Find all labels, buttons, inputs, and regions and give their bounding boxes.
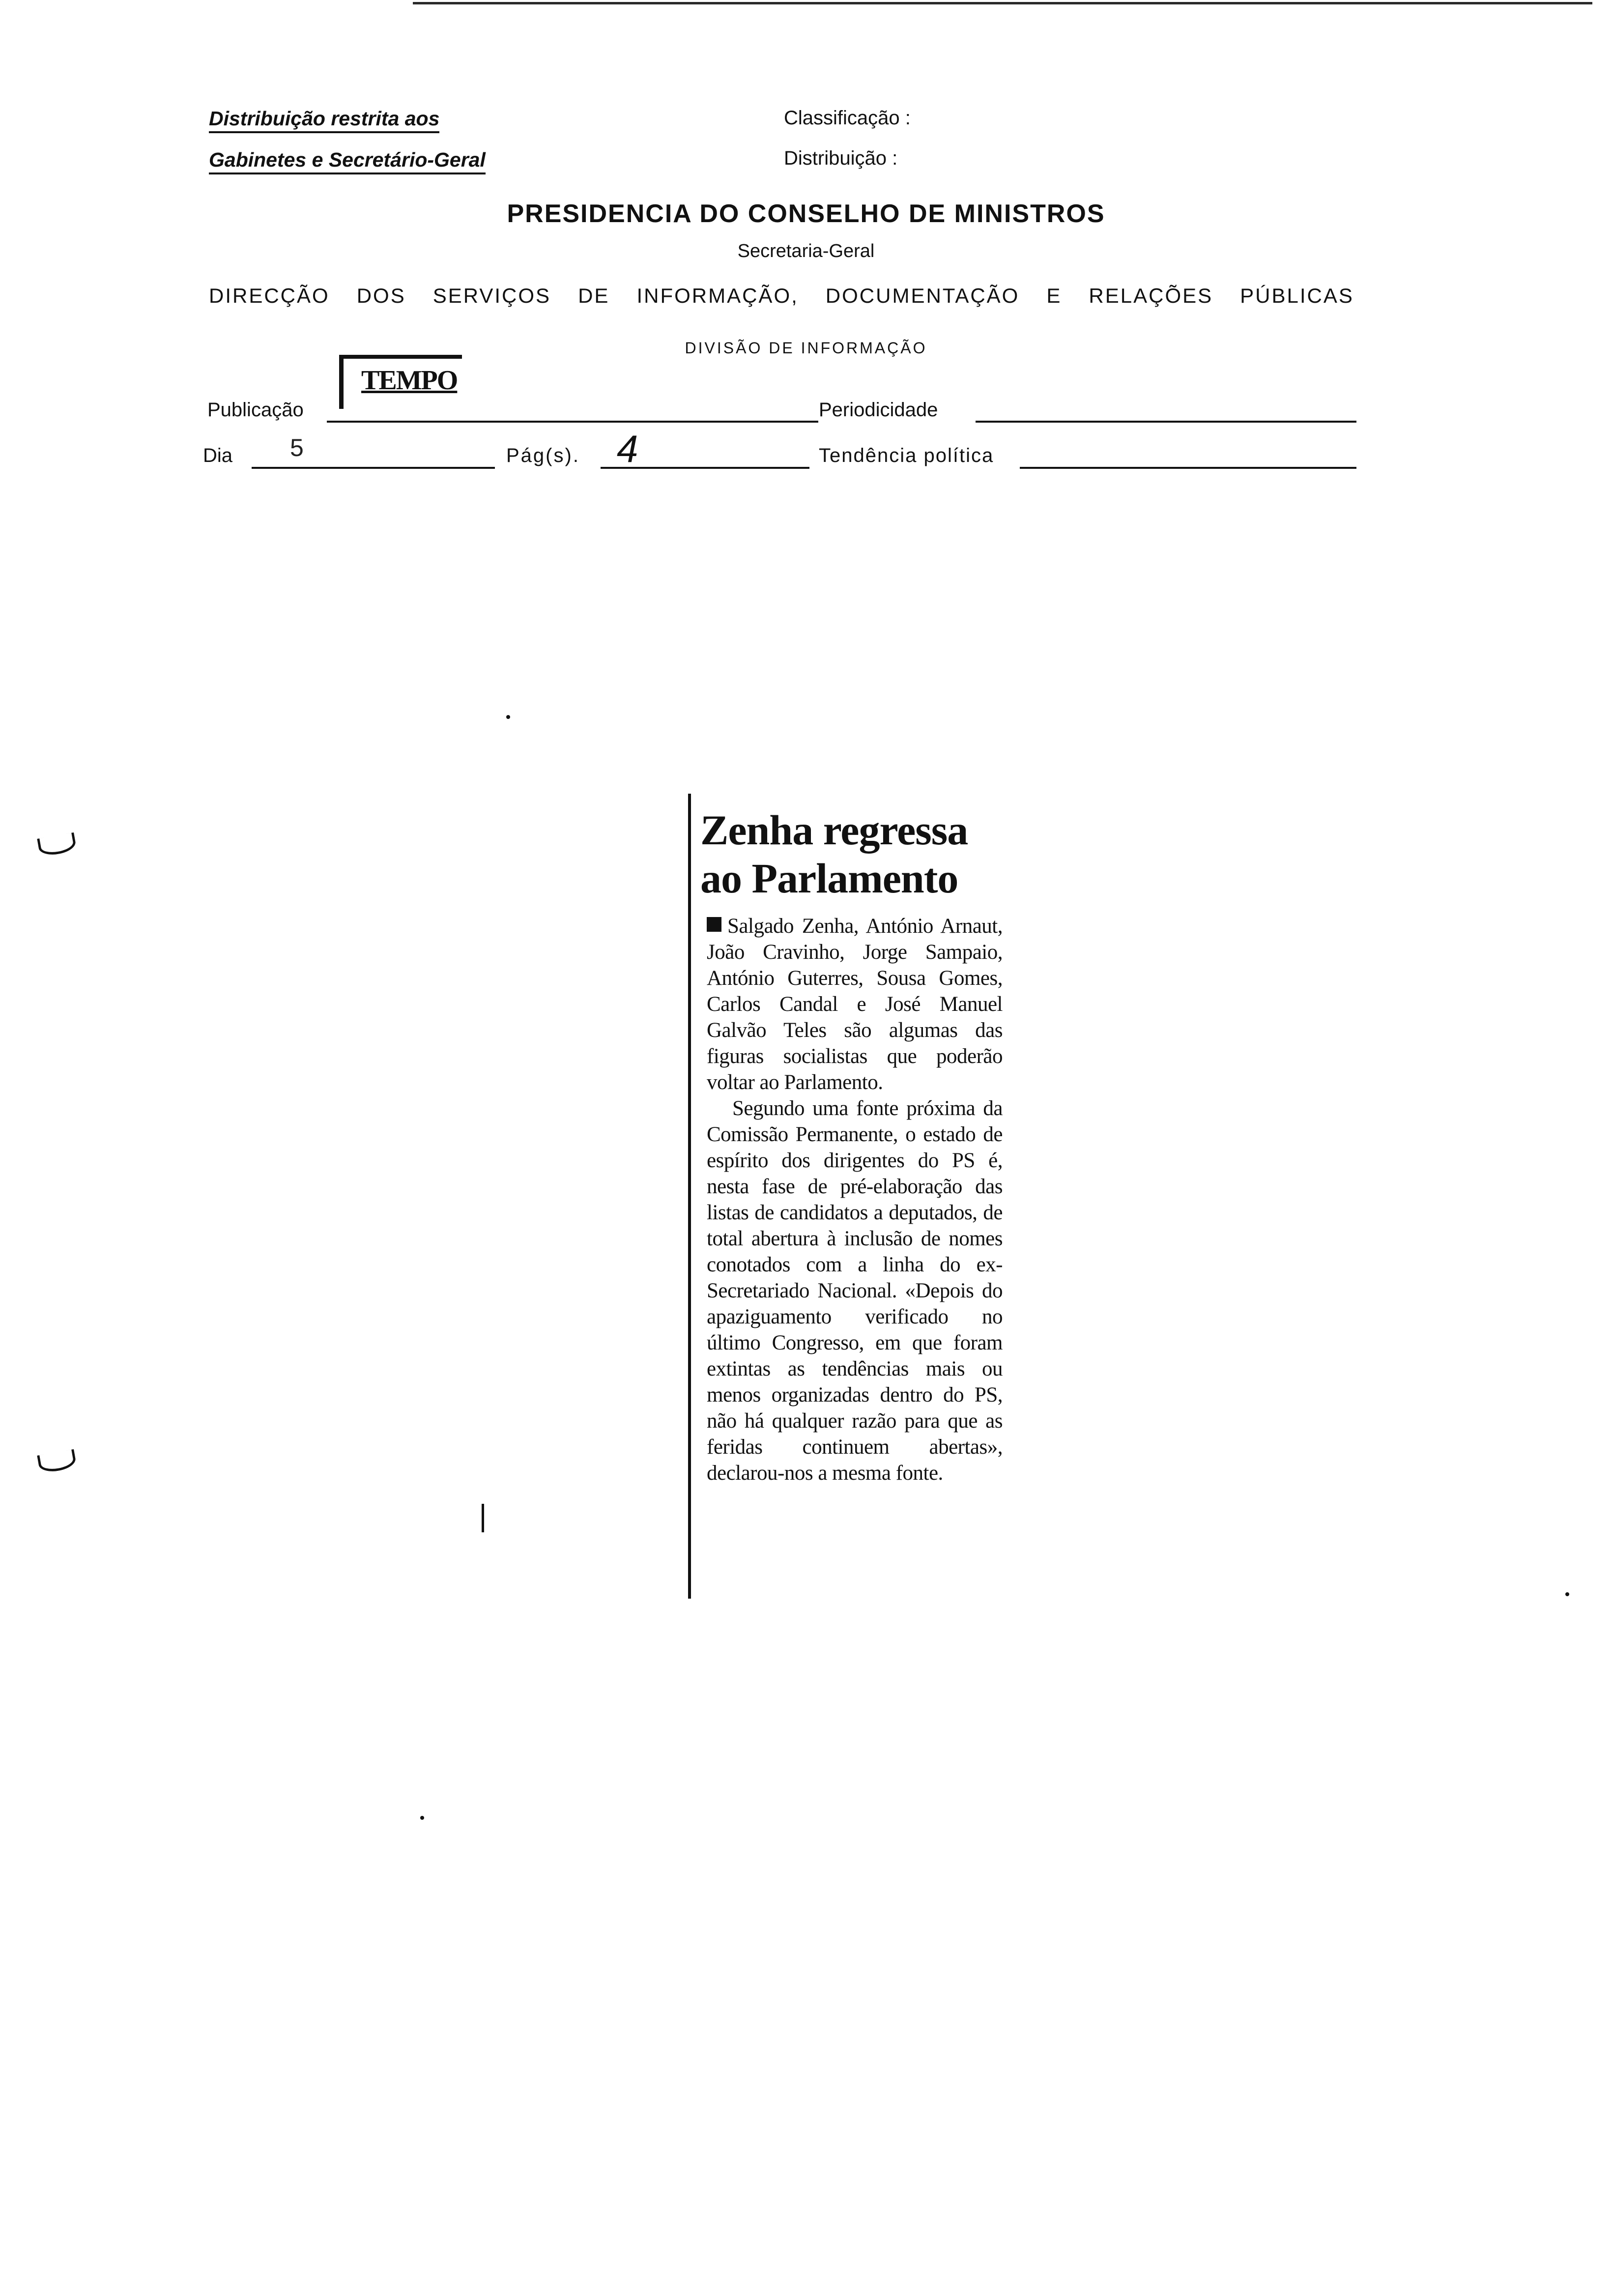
distribution-note-line2: Gabinetes e Secretário-Geral [209,148,486,174]
pages-field-line [601,467,809,469]
scan-mark [482,1504,484,1532]
sub-organization: Secretaria-Geral [737,241,875,261]
directorate-word: PÚBLICAS [1240,284,1354,307]
pages-value: 4 [617,427,638,470]
day-field-line [252,467,495,469]
clipping-column-rule [688,794,691,1599]
periodicity-field-line [976,421,1356,423]
division-title: DIVISÃO DE INFORMAÇÃO [685,339,927,357]
directorate-word: E [1046,284,1062,307]
scan-top-edge [413,2,1592,4]
clipping-article [707,913,1003,1486]
directorate-word: RELAÇÕES [1089,284,1213,307]
tendency-field-line [1020,467,1356,469]
directorate-word: SERVIÇOS [432,284,551,307]
publication-label: Publicação [207,399,304,421]
tendency-label: Tendência política [819,445,994,466]
scan-speck [506,715,510,719]
day-value: 5 [290,434,304,461]
scan-speck [420,1816,424,1820]
pages-label: Pág(s). [506,445,580,466]
article-paragraph-text: Salgado Zenha, António Arnaut, João Cravinho, Jorge Sampaio, António Guterres, Sousa Gomes, Carlos Candal e José Manuel Galvão Teles são algumas das figuras socialistas que poderão voltar ao Parlamento. [707,915,1003,1094]
bullet-square-icon [707,917,721,932]
clipping-headline: Zenha regressa ao Parlamento [700,806,968,902]
distribution-label: Distribuição : [784,147,898,169]
periodicity-label: Periodicidade [819,399,938,421]
classification-label: Classificação : [784,107,911,129]
directorate-word: DOS [356,284,406,307]
directorate-word: INFORMAÇÃO, [636,284,799,307]
day-label: Dia [203,445,233,466]
punch-hole-mark [37,1449,77,1474]
publication-stamp: TEMPO [361,365,458,396]
directorate-title [209,284,1354,308]
directorate-word: DE [578,284,610,307]
article-paragraph: Segundo uma fonte próxima da Comissão Permanente, o estado de espírito dos dirigentes do PS é, nesta fase de pré-elaboração das listas de candidatos a deputados, de total abertura à inclusão de nomes conotados com a linha do ex-Secretariado Nacional. «Depois do apaziguamento verificado no último Congresso, em que foram extintas as tendências mais ou menos organizadas dentro do PS, não há qualquer razão para que as feridas continuem abertas», declarou-nos a mesma fonte. [707,1097,1003,1485]
article-paragraph [707,913,1003,1095]
directorate-word: DOCUMENTAÇÃO [825,284,1020,307]
scan-speck [1565,1592,1569,1596]
organization-title: PRESIDENCIA DO CONSELHO DE MINISTROS [507,200,1105,228]
distribution-note-line1: Distribuição restrita aos [209,107,439,133]
punch-hole-mark [37,832,77,858]
directorate-word: DIRECÇÃO [209,284,330,307]
publication-field-line [327,421,818,423]
